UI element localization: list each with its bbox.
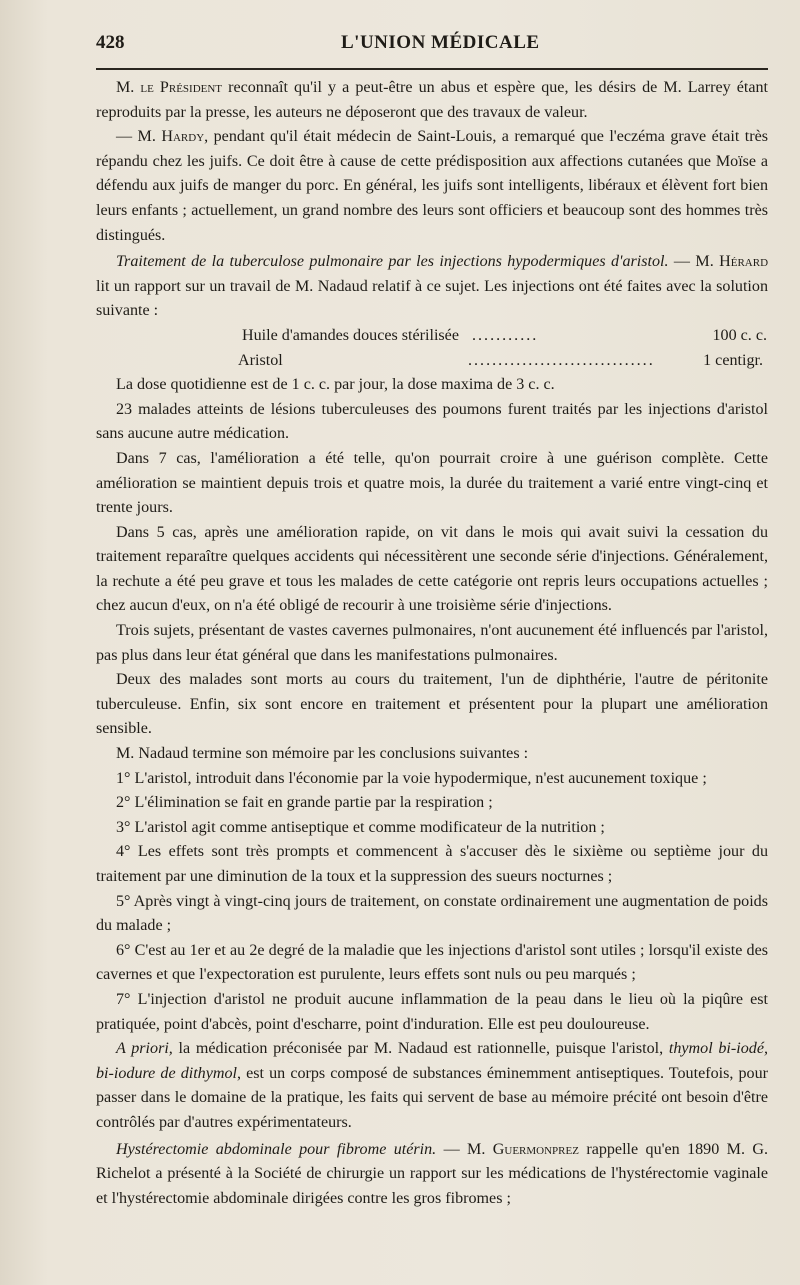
page-header [96, 28, 768, 62]
section-title: Hystérectomie abdominale pour fibrome utérin. [116, 1140, 437, 1158]
paragraph-text: , est un corps composé de substances éminemment antiseptiques. Toutefois, pour passer dans le domaine de la pratique, les faits qui servent de base au mémoire précité ont besoin d'être contrôlés par d'autres expérimentateurs. [96, 1064, 768, 1131]
recipe-leader: ........... [472, 326, 539, 344]
page-number: 428 [96, 32, 125, 53]
conclusion-item: 1° L'aristol, introduit dans l'économie par la voie hypodermique, n'est aucunement toxique ; [116, 769, 707, 787]
section-aristol [96, 250, 768, 324]
section-title: Traitement de la tuberculose pulmonaire par les injections hypodermiques d'aristol. [116, 253, 669, 271]
paragraph: La dose quotidienne est de 1 c. c. par jour, la dose maxima de 3 c. c. [116, 376, 555, 394]
paragraph-text: rappelle qu'en 1890 M. G. Richelot a présenté à la Société de chirurgie un rapport sur les médications de l'hystérectomie vaginale et l'hystérectomie abdominale dirigées contre les gros fibromes ; [96, 1140, 769, 1207]
italic-lead: A priori, [116, 1040, 173, 1058]
speaker-name: M. le Président [116, 79, 223, 96]
conclusion-item: 5° Après vingt à vingt-cinq jours de traitement, on constate ordinairement une augmentation de poids du malade ; [96, 892, 768, 935]
recipe-formula [96, 324, 768, 373]
conclusion-item: 3° L'aristol agit comme antiseptique et comme modificateur de la nutrition ; [116, 818, 605, 836]
paragraph-text: la médication préconisée par M. Nadaud est rationnelle, puisque l'aristol, [172, 1040, 669, 1058]
paragraph-text: reconnaît qu'il y a peut-être un abus et espère que, les désirs de M. Larrey étant reproduits par la presse, les auteurs ne déposeront que des travaux de valeur. [96, 79, 768, 121]
speaker-name: M. Hérard [695, 253, 769, 271]
paragraph-hardy [96, 125, 768, 248]
conclusion-item: 7° L'injection d'aristol ne produit aucune inflammation de la peau dans le lieu où la piqûre est pratiquée, point d'abcès, point d'escharre, point d'induration. Elle est peu douloureuse. [96, 990, 768, 1033]
section-hysterectomie [96, 1138, 768, 1212]
paragraph: Deux des malades sont morts au cours du traitement, l'un de diphthérie, l'autre de péritonite tuberculeuse. Enfin, six sont encore en traitement et présentent pour la plupart une amélioration sensible. [96, 671, 768, 738]
italic-term: thymol bi-iodé, bi-iodure de dithymol [96, 1040, 768, 1082]
paragraph: 23 malades atteints de lésions tuberculeuses des poumons furent traités par les injections d'aristol sans aucune autre médication. [96, 400, 768, 443]
paragraph-apriori [96, 1037, 768, 1135]
speaker-name: — M. Hardy [116, 128, 205, 146]
paragraph-president [96, 76, 768, 125]
recipe-leader: ............................... [468, 351, 655, 369]
paragraph: M. Nadaud termine son mémoire par les conclusions suivantes : [116, 745, 529, 763]
paragraph-text: lit un rapport sur un travail de M. Nadaud relatif à ce sujet. Les injections ont été faites avec la solution suivante : [96, 277, 768, 320]
conclusion-item: 6° C'est au 1er et au 2e degré de la maladie que les injections d'aristol sont utiles ; lorsqu'il existe des cavernes et que l'expectoration est purulente, leurs effets sont nuls ou peu marqués ; [96, 941, 768, 984]
recipe-row [96, 324, 768, 349]
paragraph: Dans 7 cas, l'amélioration a été telle, qu'on pourrait croire à une guérison complète. Cette amélioration se maintient depuis trois et quatre mois, la durée du traitement a varié entre vingt-cinq et trente jours. [96, 449, 768, 517]
dash: — [436, 1140, 468, 1158]
conclusion-item: 4° Les effets sont très prompts et commencent à s'accuser dès le sixième ou septième jour du traitement par une diminution de la toux et la suppression des sueurs nocturnes ; [96, 843, 768, 885]
recipe-quantity: 1 centigr. [703, 351, 763, 369]
paragraph-text: , pendant qu'il était médecin de Saint-Louis, a remarqué que l'eczéma grave était très répandu chez les juifs. Ce doit être à cause de cette prédisposition aux affections cutanées que Moïse a défendu aux juifs de manger du porc. En général, les juifs sont intelligents, libéraux et élèvent fort bien leurs enfants ; actuellement, un grand nombre des leurs sont officiers et beaucoup sont des hommes très distingués. [96, 128, 768, 244]
header-rule [96, 68, 768, 70]
recipe-quantity: 100 c. c. [712, 326, 767, 344]
conclusion-item: 2° L'élimination se fait en grande partie par la respiration ; [116, 794, 493, 812]
paragraph: Trois sujets, présentant de vastes cavernes pulmonaires, n'ont aucunement été influencés par l'aristol, pas plus dans leur état général que dans les manifestations pulmonaires. [96, 622, 768, 664]
recipe-row [96, 349, 768, 374]
recipe-ingredient: Aristol [238, 351, 283, 369]
running-title: L'UNION MÉDICALE [341, 32, 540, 53]
recipe-ingredient: Huile d'amandes douces stérilisée [242, 326, 459, 344]
article-body [96, 76, 768, 1211]
speaker-name: M. Guermonprez [467, 1140, 579, 1158]
paragraph: Dans 5 cas, après une amélioration rapide, on vit dans le mois qui avait suivi la cessation du traitement reparaître quelques accidents qui nécessitèrent une seconde série d'injections. Généralement, la rechute a été peu grave et tous les malades de cette catégorie ont repris leurs occupations actuelles ; chez aucun d'eux, on n'a été obligé de recourir à une troisième série d'injections. [96, 523, 768, 615]
dash: — [668, 253, 696, 271]
